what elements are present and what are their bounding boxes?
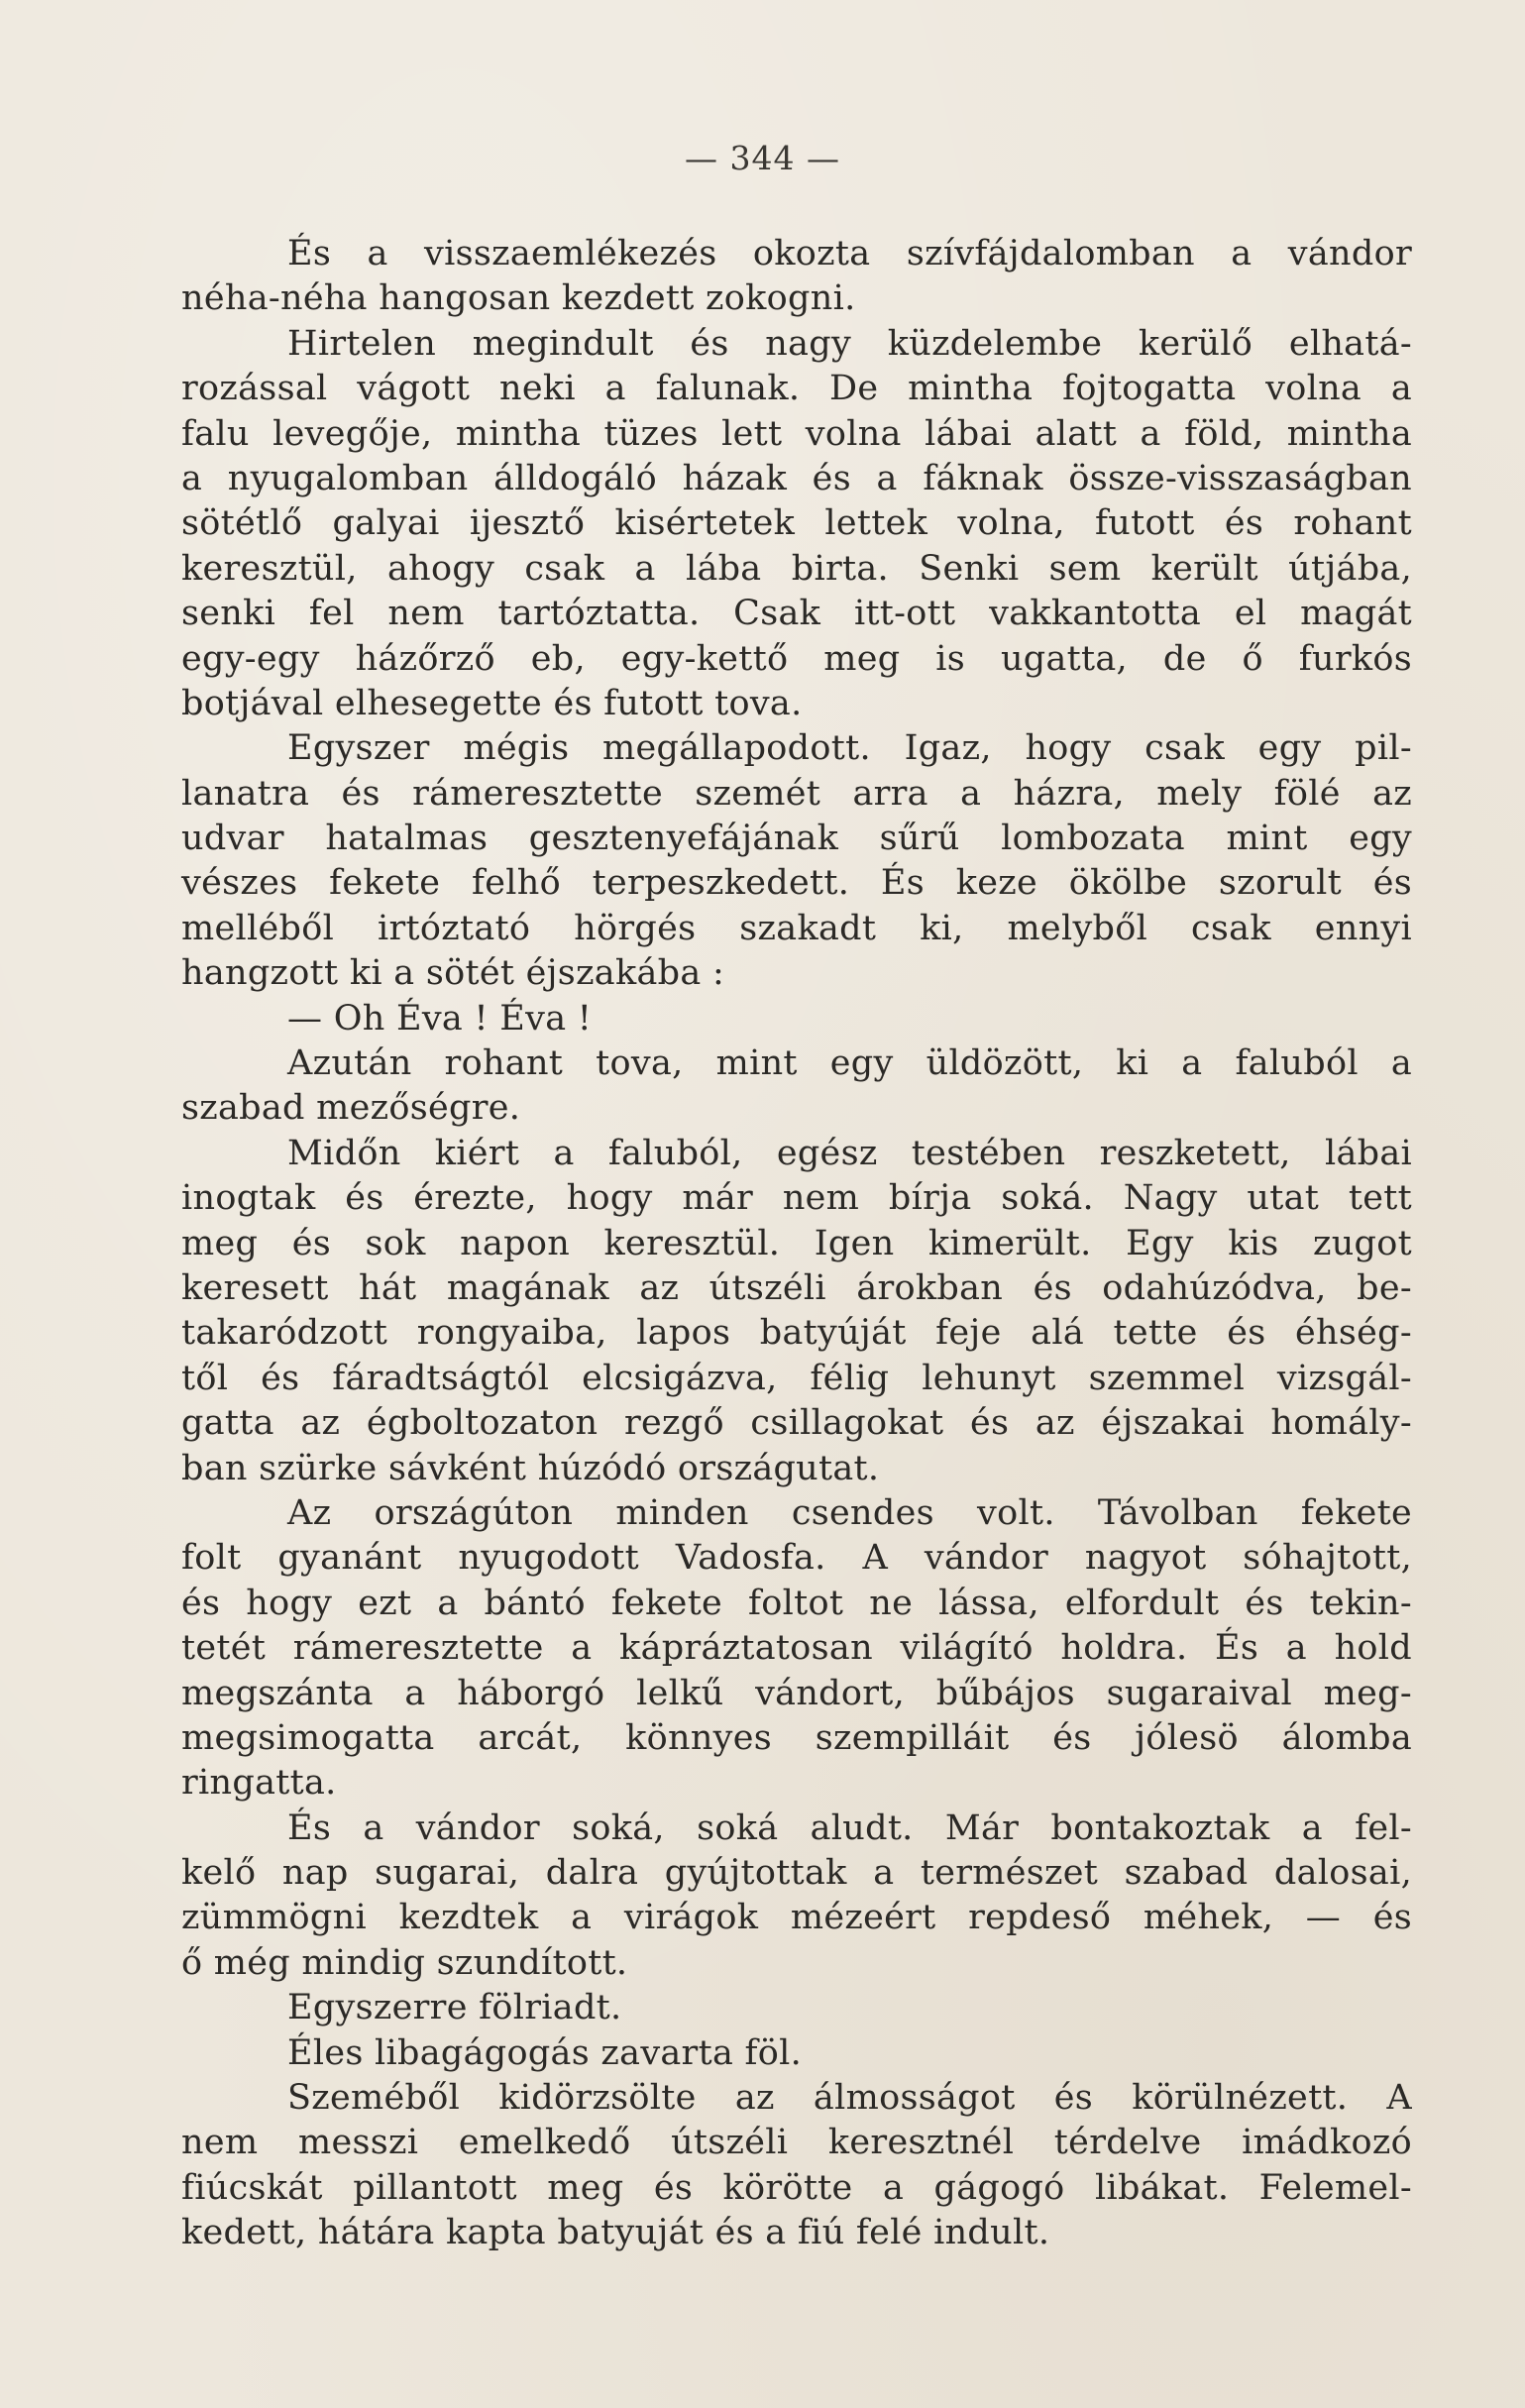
text-line: szabad mezőségre. [181,1088,521,1129]
text-line: takaródzott rongyaiba, lapos batyúját feje alá tette és éhség- [181,1313,1412,1354]
text-line: És a vándor soká, soká aludt. Már bontakoztak a fel- [287,1807,1412,1848]
text-line: től és fáradtságtól elcsigázva, félig lehunyt szemmel vizsgál- [181,1358,1412,1398]
text-line: senki fel nem tartóztatta. Csak itt-ott vakkantotta el magát [181,594,1412,634]
text-line: Éles libagágogás zavarta föl. [287,2032,803,2073]
text-line: gatta az égboltozaton rezgő csillagokat és az éjszakai homály- [181,1403,1412,1444]
text-line: ban szürke sávként húzódó országutat. [181,1448,880,1488]
text-line: kelő nap sugarai, dalra gyújtottak a természet szabad dalosai, [181,1853,1412,1894]
text-line: a nyugalomban álldogáló házak és a fáknak össze-visszaságban [181,458,1412,498]
text-line: folt gyanánt nyugodott Vadosfa. A vándor nagyot sóhajtott, [181,1538,1412,1579]
text-line: inogtak és érezte, hogy már nem bírja soká. Nagy utat tett [181,1178,1412,1219]
text-line: ő még mindig szundított. [181,1942,628,1983]
text-line: meg és sok napon keresztül. Igen kimerült. Egy kis zugot [181,1223,1412,1263]
text-line: keresett hát magának az útszéli árokban és odahúzódva, be- [181,1267,1412,1308]
text-line: rozással vágott neki a falunak. De mintha fojtogatta volna a [181,369,1412,409]
text-line: És a visszaemlékezés okozta szívfájdalomban a vándor [287,234,1412,274]
text-line: Egyszer mégis megállapodott. Igaz, hogy csak egy pil- [287,728,1412,769]
text-line: falu levegője, mintha tüzes lett volna lábai alatt a föld, mintha [181,413,1412,454]
text-line: Szeméből kidörzsölte az álmosságot és körülnézett. A [287,2078,1412,2119]
text-line: néha-néha hangosan kezdett zokogni. [181,278,856,319]
text-line: kedett, hátára kapta batyuját és a fiú felé indult. [181,2213,1050,2253]
text-line: sötétlő galyai ijesztő kisértetek lettek volna, futott és rohant [181,503,1412,544]
text-line: botjával elhesegette és futott tova. [181,683,803,723]
text-line: fiúcskát pillantott meg és körötte a gágogó libákat. Felemel- [181,2167,1412,2208]
text-line: udvar hatalmas gesztenyefájának sűrű lombozata mint egy [181,819,1412,859]
text-line: hangzott ki a sötét éjszakába : [181,953,725,994]
text-line: Az országúton minden csendes volt. Távolban fekete [287,1492,1412,1533]
text-line: és hogy ezt a bántó fekete foltot ne lássa, elfordult és tekin- [181,1583,1412,1623]
text-line: Hirtelen megindult és nagy küzdelembe kerülő elhatá- [287,323,1412,364]
text-line: egy-egy házőrző eb, egy-kettő meg is ugatta, de ő furkós [181,638,1412,679]
text-line: ringatta. [181,1763,337,1804]
text-line: Egyszerre fölriadt. [287,1988,622,2028]
text-line: megsimogatta arcát, könnyes szempilláit és jólesö álomba [181,1717,1412,1758]
text-line: nem messzi emelkedő útszéli keresztnél térdelve imádkozó [181,2123,1412,2163]
text-line: lanatra és rámeresztette szemét arra a házra, mely fölé az [181,773,1412,814]
text-line: Azután rohant tova, mint egy üldözött, ki a faluból a [287,1043,1412,1084]
text-line: vészes fekete felhő terpeszkedett. És keze ökölbe szorult és [181,863,1412,904]
text-line: Midőn kiért a faluból, egész testében reszketett, lábai [287,1133,1412,1173]
text-line: tetét rámeresztette a kápráztatosan világító holdra. És a hold [181,1628,1412,1669]
text-line: keresztül, ahogy csak a lába birta. Senki sem került útjába, [181,548,1412,589]
body-text [181,232,1412,2256]
text-line: melléből irtóztató hörgés szakadt ki, melyből csak ennyi [181,908,1412,948]
text-line: megszánta a háborgó lelkű vándort, bűbájos sugaraival meg- [181,1673,1412,1713]
page-number: — 344 — [685,139,840,177]
text-line: — Oh Éva ! Éva ! [287,998,593,1039]
text-line: zümmögni kezdtek a virágok mézeért repdeső méhek, — és [181,1898,1412,1938]
